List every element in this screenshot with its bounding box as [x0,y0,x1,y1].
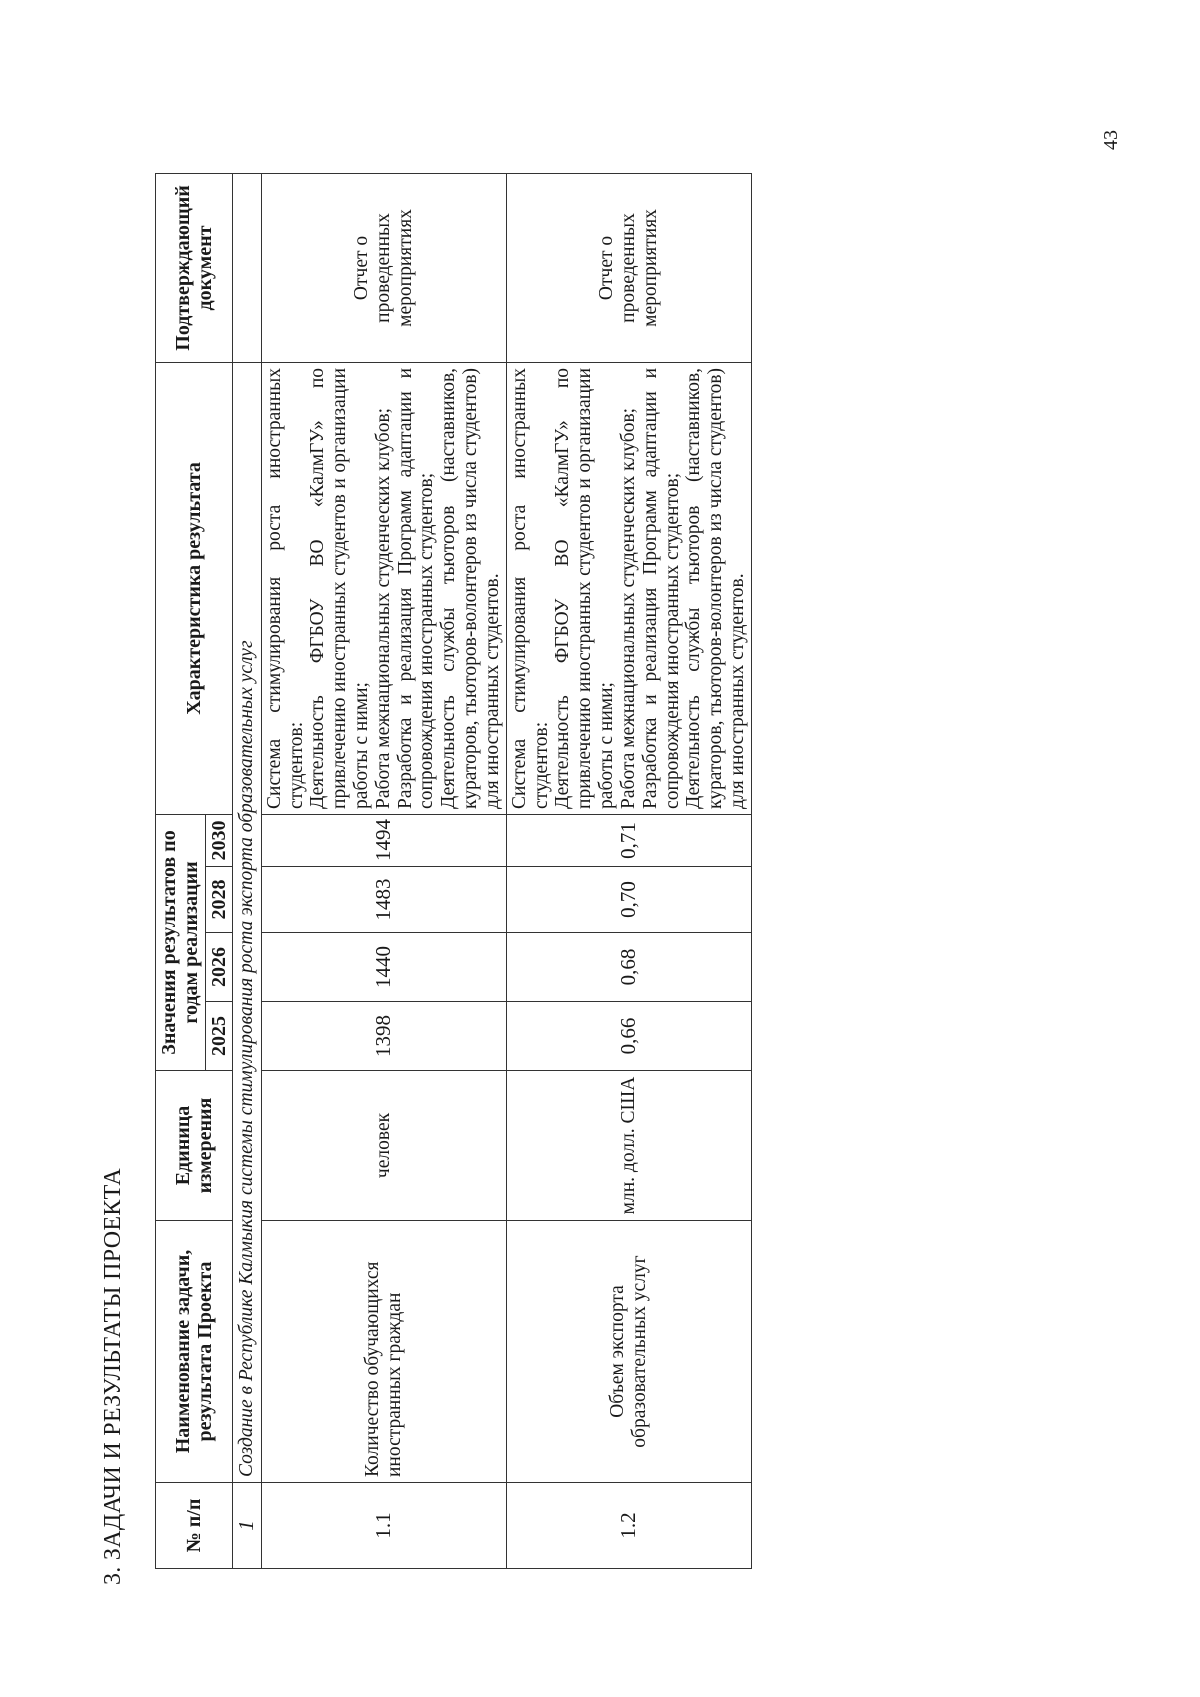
header-values-group: Значения результатов по годам реализации [156,814,206,1070]
row-unit: млн. долл. США [506,1071,751,1221]
row-name: Объем экспорта образовательных услуг [506,1221,751,1483]
row-num: 1.1 [261,1483,506,1569]
section-title: 3. ЗАДАЧИ И РЕЗУЛЬТАТЫ ПРОЕКТА [100,1168,126,1585]
task-name: Создание в Республике Калмыкия системы стимулирования роста экспорта образовательных услуг [233,362,262,1482]
task-num: 1 [233,1483,262,1569]
row-value-2028: 0,70 [506,867,751,933]
task-empty-cell [233,173,262,362]
header-unit: Единица измерения [156,1071,233,1221]
characteristic-line: Система стимулирования роста иностранных студентов: [508,367,552,809]
row-value-2028: 1483 [261,867,506,933]
characteristic-line: Деятельность ФГБОУ ВО «КалмГУ» по привлечению иностранных студентов и организации работы с ними; [552,367,618,809]
task-row [233,173,262,1568]
header-row-1 [156,173,206,1568]
row-value-2026: 1440 [261,933,506,1002]
row-document: Отчет о проведенных мероприятиях [506,173,751,362]
row-num: 1.2 [506,1483,751,1569]
results-table [155,173,752,1569]
characteristic-line: Деятельность ФГБОУ ВО «КалмГУ» по привлечению иностранных студентов и организации работы с ними; [307,367,372,809]
row-value-2025: 0,66 [506,1002,751,1071]
row-value-2030: 1494 [261,814,506,866]
header-year: 2028 [205,867,232,933]
characteristic-line: Деятельность службы тьюторов (наставников, кураторов, тьюторов-волонтеров из числа студентов) для иностранных студентов. [438,367,503,809]
row-value-2026: 0,68 [506,933,751,1002]
header-year: 2030 [205,814,232,866]
table-row [506,173,751,1568]
row-unit: человек [261,1071,506,1221]
row-value-2025: 1398 [261,1002,506,1071]
header-name: Наименование задачи, результата Проекта [156,1221,233,1483]
characteristic-line: Разработка и реализация Программ адаптации и сопровождения иностранных студентов; [639,367,683,809]
characteristic-line: Работа межнациональных студенческих клубов; [372,407,394,809]
characteristic-line: Деятельность службы тьюторов (наставников, кураторов, тьюторов-волонтеров из числа студентов) для иностранных студентов. [683,367,749,809]
characteristic-line: Система стимулирования роста иностранных студентов: [263,367,307,809]
header-document: Подтверждающий документ [156,173,233,362]
header-year: 2026 [205,933,232,1002]
header-year: 2025 [205,1002,232,1071]
row-characteristic [261,362,506,814]
row-value-2030: 0,71 [506,814,751,866]
characteristic-line: Работа межнациональных студенческих клубов; [617,407,639,809]
characteristic-line: Разработка и реализация Программ адаптации и сопровождения иностранных студентов; [394,367,438,809]
row-document: Отчет о проведенных мероприятиях [261,173,506,362]
table-row [261,173,506,1568]
row-characteristic [506,362,751,814]
row-name: Количество обучающихся иностранных граждан [261,1221,506,1483]
header-characteristic: Характеристика результата [156,362,233,814]
header-num: № п/п [156,1483,233,1569]
page-number: 43 [1100,130,1122,150]
